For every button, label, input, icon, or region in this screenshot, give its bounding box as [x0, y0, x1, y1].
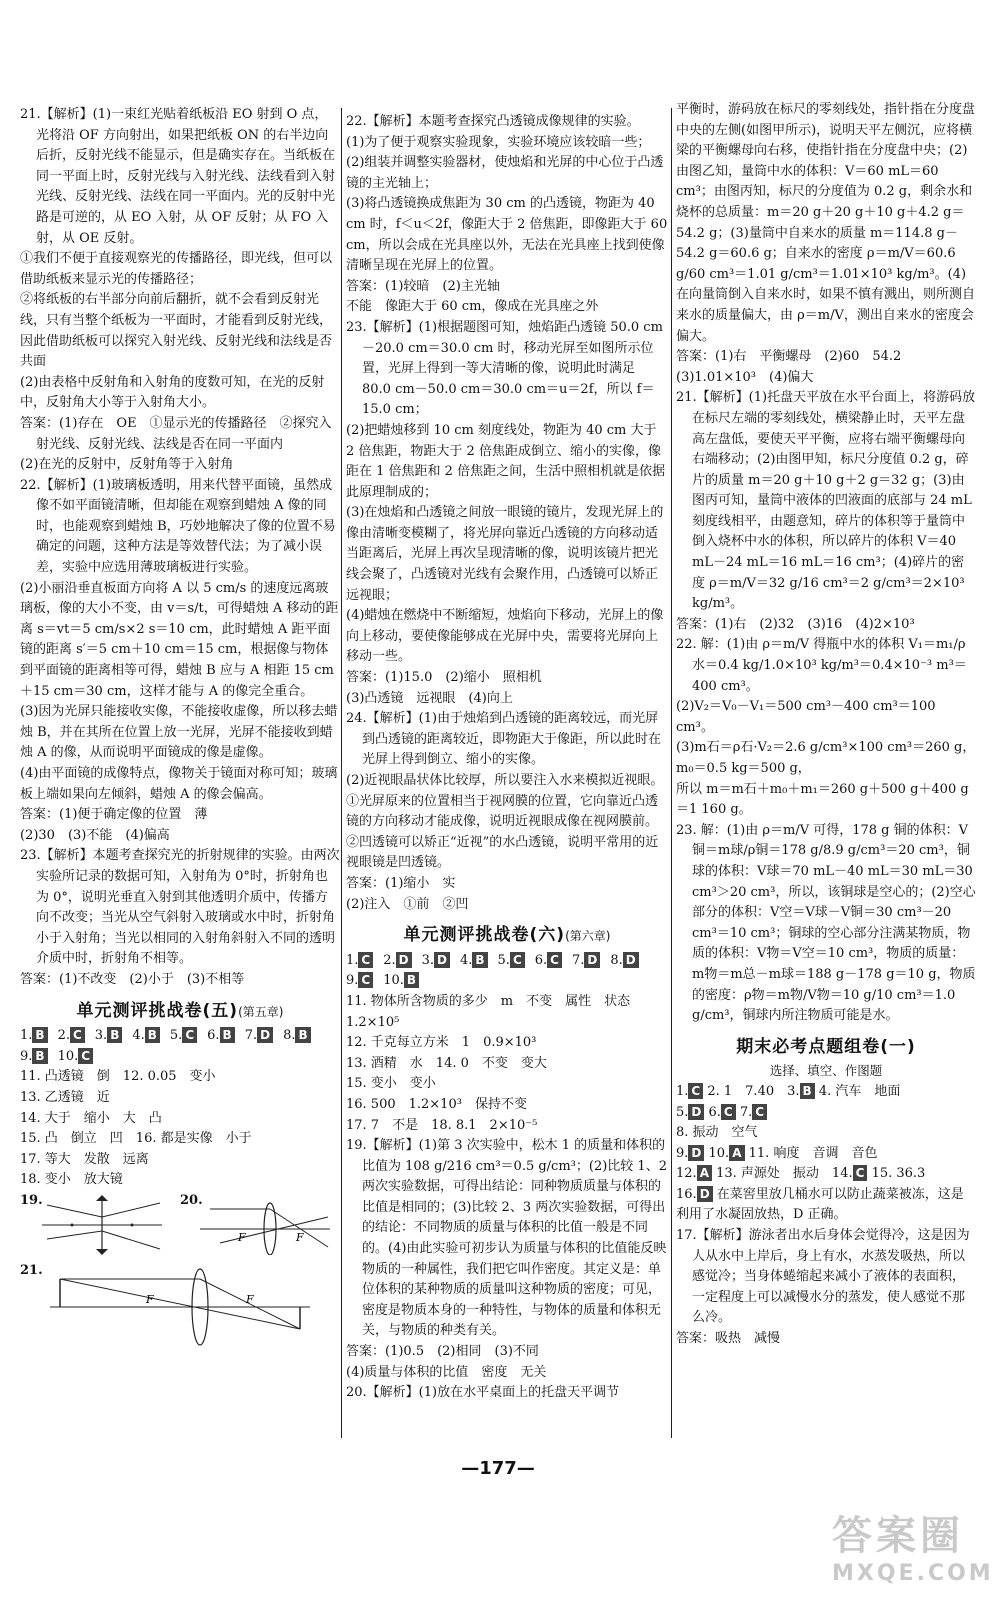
column-divider: [341, 108, 342, 1438]
choice-answer: [20, 1047, 48, 1068]
final-row-5: 5. D 6. C 7. C: [676, 1103, 976, 1124]
choice-answer: [170, 1026, 197, 1047]
lens-diagram-20: [200, 1195, 330, 1255]
fill-17: 17. 等大 发散 远离: [20, 1151, 149, 1167]
watermark-logo: 答案圈 MXQE.COM: [832, 1513, 994, 1586]
choice-answers-unit6: [346, 951, 668, 992]
choice-number: 8.: [283, 1028, 296, 1044]
choice-letter: C: [70, 1027, 85, 1043]
choice-letter: B: [472, 952, 487, 968]
q23-analysis: 23.【解析】(1)根据题图可知，烛焰距凸透镜 50.0 cm－20.0 cm＝30.0 cm 时，移动光屏至如图所示位置，光屏上得到一等大清晰的像，说明此时满足 80.0 cm－50.0 cm＝30.0 cm＝u＝2f，所以 f＝15.0 cm；: [346, 319, 663, 418]
q23-solution: 23. 解：(1)由 ρ＝m/V 可得，178 g 铜的体积：V铜＝m球/ρ铜＝178 g/8.9 g/cm³＝20 cm³，铜球的体积：V球＝70 mL－40 mL＝30 mL＝30 cm³＞20 cm³，所以，该铜球是空心的；(2)空心部分的体积：V空＝V球－V铜＝30 cm³－20 cm³＝10 cm³；铜球的空心部分注满某物质，物质的体积：V物＝V空＝10 cm³，物质的质量：m物＝m总－m球＝188 g－178 g＝10 g，物质的密度：ρ物＝m物/V物＝10 g/10 cm³＝1.0 g/cm³，铜球内所注物质可能是水。: [676, 822, 976, 1024]
fill-13: 13. 乙透镜 近: [20, 1089, 110, 1105]
column-middle: [346, 112, 668, 1404]
q24-answer: 答案：(1)缩小 实: [346, 875, 456, 891]
q23-part2: (2)把蜡烛移到 10 cm 刻度线处，物距为 40 cm 大于 2 倍焦距，物距大于 2 倍焦距成倒立、缩小的实像，像距在 1 倍焦距和 2 倍焦距之间，生活中照相机就是依据此原理制成的；: [346, 422, 666, 500]
diagram-19-label: 19.: [20, 1192, 43, 1208]
choice-letter: D: [584, 952, 600, 968]
q19-analysis: 19.【解析】(1)第 3 次实验中，松木 1 的质量和体积的比值为 108 g/216 cm³＝0.5 g/cm³；(2)比较 1、2 两次实验数据，可得出结论：同种物质质量与体积的比值是相同的；(3)比较 2、3 两次实验数据，可得出的结论：不同物质的质量与体积的比值一般是不同的。(4)由此实验可初步认为质量与体积的比值能反映物质的一种属性，我们把它叫作密度。其定义是：单位体积的某种物质的质量叫这种物质的密度；可见，密度是物质本身的一种特性，与物体的质量和体积无关，与物质的种类有关。: [346, 1138, 667, 1339]
fill-17-18: 17. 7 不是 18. 8.1 2×10⁻⁵: [346, 1117, 538, 1133]
q21-answer: 答案：(1)存在 OE ①显示光的传播路径 ②探究入射光线、反射光线、法线是否在同一平面内: [20, 415, 332, 452]
q22-part2: (2)组装并调整实验器材，使烛焰和光屏的中心位于凸透镜的主光轴上；: [346, 155, 664, 191]
choice-answer: [572, 951, 600, 972]
choice-letter: C: [78, 1048, 93, 1064]
choice-answer: [132, 1026, 160, 1047]
choice-letter: C: [358, 952, 373, 968]
q21-answer: 答案：(1)右 (2)32 (3)16 (4)2×10³: [676, 616, 915, 632]
choice-answer: [498, 951, 525, 972]
diagrams-19-20: [20, 1191, 340, 1261]
q24-answer-2: (2)注入 ①前 ②凹: [346, 896, 469, 912]
choice-letter: B: [145, 1027, 160, 1043]
choice-letter: B: [220, 1027, 235, 1043]
focus-label: F: [238, 1230, 246, 1244]
fill-13-14: 13. 酒精 水 14. 0 不变 变大: [346, 1055, 547, 1071]
choice-number: 2.: [57, 1028, 70, 1044]
choice-number: 5.: [497, 952, 510, 968]
choice-answer: [283, 1026, 311, 1047]
q19-answer-2: (4)质量与体积的比值 密度 无关: [346, 1364, 547, 1380]
q20-continued: 平衡时，游码放在标尺的零刻线处，指针指在分度盘中央的左侧(如图甲所示)，说明天平左侧沉，应将横梁的平衡螺母向右移，使指针指在分度盘中央；(2)由图乙知，量筒中水的体积：V＝60 mL＝60 cm³；由图丙知，标尺的分度值为 0.2 g，剩余水和烧杯的总质量：m＝20 g＋20 g＋10 g＋4.2 g＝54.2 g；(3)量筒中自来水的质量 m＝114.8 g－54.2 g＝60.6 g；自来水的密度 ρ＝m/V＝60.6 g/60 cm³＝1.01 g/cm³＝1.01×10³ kg/m³。(4)在向量筒倒入自来水时，如果不慎有溅出，则所测自来水的质量偏大，由 ρ＝m/V，测出自来水的密度会偏大。: [676, 102, 976, 344]
choice-number: 1.: [346, 952, 359, 968]
q23-answer: 答案：(1)不改变 (2)小于 (3)不相等: [20, 971, 245, 987]
lens-diagram-21: [50, 1265, 310, 1349]
choice-number: 5.: [169, 1028, 183, 1044]
focus-label: F: [296, 1230, 304, 1244]
q24-part2: (2)近视眼晶状体比较厚，所以要注入水来模拟近视眼。①光屏原来的位置相当于视网膜的位置，它向靠近凸透镜的方向移动才能成像，说明近视眼成像在视网膜前。②凹透镜可以矫正“近视”的水凸透镜，说明平常用的近视眼镜是凹透镜。: [346, 773, 664, 871]
q23-part4: (4)蜡烛在燃烧中不断缩短，烛焰向下移动，光屏上的像向上移动，要使像能够成在光屏中央，需要将光屏向上移动一些。: [346, 608, 664, 665]
q23-analysis: 23.【解析】本题考查探究光的折射规律的实验。由两次实验所记录的数据可知，入射角为 0°时，折射角也为 0°，说明光垂直入射到其他透明介质中，传播方向不改变；当光从空气斜射入玻璃或水中时，折射角小于入射角；当光以相同的入射角斜射入不同的透明介质中时，折射角不相等。: [20, 848, 340, 967]
choice-number: 3.: [421, 952, 434, 968]
choice-answer: [383, 951, 411, 972]
choice-number: 9.: [20, 1048, 33, 1064]
choice-answer: [535, 951, 562, 972]
q22-analysis: 22.【解析】本题考查探究凸透镜成像规律的实验。: [346, 114, 640, 129]
choice-number: 7.: [571, 952, 585, 968]
q22-part2: (2)小丽沿垂直板面方向将 A 以 5 cm/s 的速度远离玻璃板，像的大小不变，由 v＝s/t，可得蜡烛 A 移动的距离 s＝vt＝5 cm/s×2 s＝10 cm，此时蜡烛 A 距平面镜的距离 s′＝5 cm＋10 cm＝15 cm，根据像与物体到平面镜的距离相等可得，蜡烛 B 应与 A 相距 15 cm＋15 cm＝30 cm，这样才能与 A 的像完全重合。: [20, 580, 339, 699]
diagram-20-label: 20.: [180, 1192, 203, 1208]
choice-number: 10.: [383, 973, 404, 989]
choice-number: 4.: [132, 1028, 145, 1044]
q22-part3b: m₀＝0.5 kg＝500 g，: [676, 761, 811, 776]
final-row-9: 9. D 10. A 11. 响度 音调 音色: [676, 1145, 878, 1161]
choice-answer: [95, 1026, 123, 1047]
q22-answer: 答案：(1)较暗 (2)主光轴: [346, 278, 500, 294]
final-row-1: 1. C 2. 1 7.40 3. B 4. 汽车 地面: [676, 1083, 901, 1099]
section-title-unit6: 单元测评挑战卷(六)(第六章): [403, 925, 611, 946]
q23-part3: (3)在烛焰和凸透镜之间放一眼镜的镜片，发现光屏上的像由清晰变模糊了，将光屏向靠近凸透镜的方向移动适当距离后，光屏上再次呈现清晰的像，说明该镜片把光线会聚了，凸透镜对光线有会聚作用，凸透镜可以矫正远视眼；: [346, 505, 664, 603]
page-number: —177—: [461, 1458, 535, 1479]
section-subtitle: 选择、填空、作图题: [769, 1063, 883, 1079]
q21-analysis: 21.【解析】(1)托盘天平放在水平台面上，将游码放在标尺左端的零刻线处，横梁静止时，天平左盘高左盘低，要使天平平衡，应将右端平衡螺母向右端移动；(2)由图甲知，标尺分度值 0.2 g，碎片的质量 m＝20 g＋10 g＋2 g＝32 g；(3)由图丙可知，量筒中液体的凹液面的底部与 24 mL 刻度线相平，由题意知，碎片的体积等于量筒中倒入烧杯中水的体积，所以碎片的体积 V＝40 mL－24 mL＝16 mL＝16 cm³；(4)碎片的密度 ρ＝m/V＝32 g/16 cm³＝2 g/cm³＝2×10³ kg/m³。: [676, 390, 976, 612]
q22-solution: 22. 解：(1)由 ρ＝m/V 得瓶中水的体积 V₁＝m₁/ρ水＝0.4 kg/1.0×10³ kg/m³＝0.4×10⁻³ m³＝400 cm³。: [676, 637, 967, 694]
q22-answer: 答案：(1)便于确定像的位置 薄: [20, 807, 208, 823]
q20-analysis: 20.【解析】(1)放在水平桌面上的托盘天平调节: [346, 1385, 620, 1401]
final-row-12: 12. A 13. 声源处 振动 14. C 15. 36.3: [676, 1166, 926, 1182]
q23-answer: 答案：(1)15.0 (2)缩小 照相机: [346, 670, 542, 686]
choice-number: 7.: [244, 1028, 258, 1044]
choice-number: 1.: [20, 1028, 33, 1044]
choice-number: 8.: [610, 952, 623, 968]
q24-analysis: 24.【解析】(1)由于烛焰到凸透镜的距离较远，而光屏到凸透镜的距离较近，即物距大于像距，所以此时在光屏上得到倒立、缩小的实像。: [346, 711, 662, 768]
choice-letter: D: [396, 952, 412, 968]
choice-answer: [207, 1026, 235, 1047]
focus-label: F: [246, 1292, 254, 1306]
choice-letter: C: [358, 972, 373, 988]
q22-part2: (2)V₂＝V₀－V₁＝500 cm³－400 cm³＝100 cm³。: [676, 699, 936, 735]
section-title-final: 期末必考点题组卷(一): [736, 1036, 916, 1057]
q17-answer: 答案：吸热 减慢: [676, 1331, 781, 1347]
choice-letter: C: [510, 952, 525, 968]
q20-answer: 答案：(1)右 平衡螺母 (2)60 54.2: [676, 349, 902, 365]
q22-analysis: 22.【解析】(1)玻璃板透明，用来代替平面镜，虽然成像不如平面镜清晰，但却能在观察到蜡烛 A 像的同时，也能观察到蜡烛 B，巧妙地解决了像的位置不易确定的问题，这种方法是等效替代法；为了减小误差，实验中应选用薄玻璃板进行实验。: [20, 477, 336, 576]
choice-letter: C: [547, 952, 562, 968]
choice-answer: [346, 951, 373, 972]
choice-number: 10.: [57, 1048, 79, 1064]
choice-letter: D: [623, 952, 639, 968]
q19-answer: 答案：(1)0.5 (2)相同 (3)不同: [346, 1344, 539, 1360]
q22-part3c: 所以 m＝m石＋m₀＋m₁＝260 g＋500 g＋400 g＝1 160 g。: [676, 781, 969, 818]
choice-number: 6.: [207, 1028, 220, 1044]
q22-part3: (3)将凸透镜换成焦距为 30 cm 的凸透镜，物距为 40 cm 时，f＜u＜2f，像距大于 2 倍焦距，即像距大于 60 cm，所以会成在光具座以外，无法在光具座上找到使像清晰呈现在光屏上的位置。: [346, 196, 668, 274]
choice-letter: D: [257, 1027, 273, 1043]
fill-12: 12. 千克每立方米 1 0.9×10³: [346, 1035, 537, 1051]
fill-18: 18. 变小 放大镜: [20, 1172, 123, 1188]
choice-answer: [460, 951, 488, 972]
column-left: [20, 105, 340, 1351]
q22-part3: (3)因为光屏只能接收实像，不能接收虚像，所以移去蜡烛 B，并在其所在位置上放一光屏，光屏不能接收到蜡烛 A 的像，从而说明平面镜成的像是虚像。: [20, 704, 338, 761]
final-row-16: 16. D 在菜窖里放几桶水可以防止蔬菜被冻，这是利用了水凝固放热，D 正确。: [676, 1186, 964, 1223]
choice-number: 9.: [346, 973, 359, 989]
q21-point2: ②将纸板的右半部分向前后翻折，就不会看到反射光线，只有当整个纸板为一平面时，才能看到反射光线，因此借助纸板可以探究入射光线、反射光线和法线是否共面: [20, 292, 333, 370]
choice-letter: B: [295, 1027, 310, 1043]
fill-11-12: 11. 凸透镜 倒 12. 0.05 变小: [20, 1069, 216, 1085]
q22-part1: (1)为了便于观察实验现象，实验环境应该较暗一些；: [346, 134, 651, 150]
q22-answer-2: 不能 像距大于 60 cm，像成在光具座之外: [346, 299, 599, 315]
q21-answer-2: (2)在光的反射中，反射角等于入射角: [20, 457, 234, 473]
fill-15: 15. 变小 变小: [346, 1076, 436, 1092]
choice-answer: [58, 1026, 85, 1047]
final-row-8: 8. 振动 空气: [676, 1125, 758, 1141]
q21-point1: ①我们不便于直接观察光的传播路径，即光线，但可以借助纸板来显示光的传播路径；: [20, 251, 333, 287]
column-divider: [671, 108, 672, 1438]
lens-diagram-19: [42, 1195, 162, 1255]
q23-answer-2: (3)凸透镜 远视眼 (4)向上: [346, 690, 513, 706]
choice-letter: B: [32, 1048, 47, 1064]
fill-16: 16. 500 1.2×10³ 保持不变: [346, 1096, 527, 1112]
choice-letter: B: [107, 1027, 122, 1043]
choice-number: 6.: [534, 952, 548, 968]
choice-answer: [422, 951, 450, 972]
q21-part2: (2)由表格中反射角和入射角的度数可知，在光的反射中，反射角大小等于入射角大小。: [20, 374, 325, 411]
choice-letter: B: [404, 972, 419, 988]
q22-part3: (3)m石＝ρ石·V₂＝2.6 g/cm³×100 cm³＝260 g，: [676, 740, 976, 756]
choice-answer: [610, 951, 638, 972]
choice-answer: [58, 1047, 94, 1068]
q17-analysis: 17.【解析】游泳者出水后身体会觉得冷，这是因为人从水中上岸后，身上有水，水蒸发吸热，所以感觉冷；当身体蜷缩起来减小了液体的表面积，一定程度上可以减慢水分的蒸发，使人感觉不那么冷。: [676, 1228, 970, 1326]
q22-answer-2: (2)30 (3)不能 (4)偏高: [20, 827, 170, 843]
q20-answer-2: (3)1.01×10³ (4)偏大: [676, 369, 814, 385]
choice-number: 2.: [383, 952, 396, 968]
choice-letter: D: [434, 952, 450, 968]
q22-part4: (4)由平面镜的成像特点，像物关于镜面对称可知；玻璃板上端如果向左倾斜，蜡烛 A 的像会偏高。: [20, 766, 338, 802]
choice-answers-unit5: [20, 1026, 340, 1067]
fill-14: 14. 大于 缩小 大 凸: [20, 1110, 162, 1126]
choice-letter: B: [32, 1027, 47, 1043]
column-right: [676, 100, 976, 1350]
fill-11: 11. 物体所含物质的多少 m 不变 属性 状态 1.2×10⁵: [346, 993, 644, 1030]
diagram-21-label: 21.: [20, 1262, 43, 1278]
choice-number: 3.: [94, 1028, 108, 1044]
choice-answer: [245, 1026, 273, 1047]
choice-number: 4.: [459, 952, 473, 968]
choice-answer: [346, 971, 373, 992]
choice-letter: C: [182, 1027, 197, 1043]
fill-15-16: 15. 凸 倒立 凹 16. 都是实像 小于: [20, 1131, 252, 1147]
focus-label: F: [146, 1292, 154, 1306]
section-title-unit5: 单元测评挑战卷(五)(第五章): [76, 1000, 284, 1021]
choice-answer: [20, 1026, 48, 1047]
q21-analysis: 21.【解析】(1)一束红光贴着纸板沿 EO 射到 O 点，光将沿 OF 方向射出，如果把纸板 ON 的右半边向后折，反射光线不能显示，但是确实存在。当纸板在同一平面上时，反射光线与入射光线、法线看到入射光线、反射光线、法线在同一平面内。光的反射中光路是可逆的，从 EO 入射，从 OF 反射；从 FO 入射，从 OE 反射。: [20, 107, 336, 246]
diagram-21: [20, 1261, 340, 1351]
choice-answer: [383, 971, 419, 992]
